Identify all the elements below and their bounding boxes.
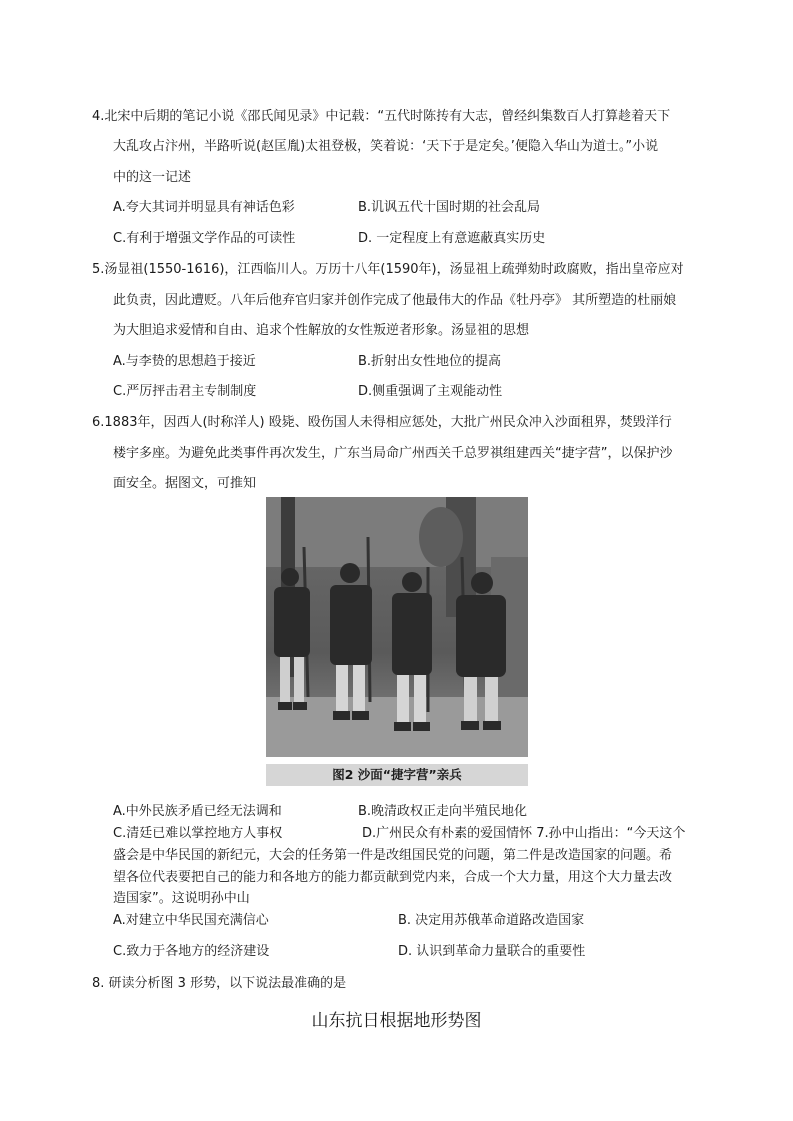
- q6-stem-line-2: 楼宇多座。为避免此类事件再次发生，广东当局命广州西关千总罗祺组建西关“捷字营”，以保护沙: [113, 446, 673, 461]
- q6-option-a: A.中外民族矛盾已经无法调和: [113, 804, 282, 819]
- q5-stem-line-2: 此负责，因此遭贬。八年后他弃官归家并创作完成了他最伟大的作品《牡丹亭》 其所塑造的杜丽娘: [113, 293, 677, 308]
- q5-option-a: A.与李贽的思想趋于接近: [113, 354, 256, 369]
- q4-stem-line-2: 大乱攻占汴州，半路听说(赵匡胤)太祖登极，笑着说：‘天下于是定矣。’便隐入华山为道士。”小说: [113, 139, 659, 154]
- q7-option-b: B. 决定用苏俄革命道路改造国家: [398, 913, 585, 928]
- q7-option-d: D. 认识到革命力量联合的重要性: [398, 944, 586, 959]
- q6-stem-line-1: 6.1883年，因西人(时称洋人) 殴毙、殴伤国人未得相应惩处，大批广州民众冲入沙面租界，焚毁洋行: [92, 415, 672, 430]
- q5-option-d: D.侧重强调了主观能动性: [358, 384, 503, 399]
- q6-option-c: C.清廷已难以掌控地方人事权: [113, 826, 283, 841]
- q7-stem-line-1: 盛会是中华民国的新纪元，大会的任务第一件是改组国民党的问题，第二件是改造国家的问题。希: [113, 848, 673, 863]
- q4-option-b: B.讥讽五代十国时期的社会乱局: [358, 200, 541, 215]
- q4-stem-line-1: 4.北宋中后期的笔记小说《邵氏闻见录》中记载：“五代时陈抟有大志，曾经纠集数百人打算趁着天下: [92, 109, 671, 124]
- q4-option-d: D. 一定程度上有意遮蔽真实历史: [358, 231, 546, 246]
- q6-stem-line-3: 面安全。据图文，可推知: [113, 476, 257, 491]
- q6-option-b: B.晚清政权正走向半殖民地化: [358, 804, 528, 819]
- q5-stem-line-1: 5.汤显祖(1550-1616)，江西临川人。万历十八年(1590年)，汤显祖上疏弹劾时政腐败，指出皇帝应对: [92, 262, 684, 277]
- q7-option-c: C.致力于各地方的经济建设: [113, 944, 270, 959]
- q5-option-c: C.严厉抨击君主专制制度: [113, 384, 257, 399]
- figure-caption: 图2 沙面“捷字营”亲兵: [266, 764, 528, 786]
- q5-option-b: B.折射出女性地位的提高: [358, 354, 502, 369]
- q8-stem: 8. 研读分析图 3 形势，以下说法最准确的是: [92, 976, 347, 991]
- q7-option-a: A.对建立中华民国充满信心: [113, 913, 269, 928]
- q4-option-a: A.夸大其词并明显具有神话色彩: [113, 200, 295, 215]
- soldiers-photo: [266, 497, 528, 757]
- q7-stem-line-3: 造国家”。这说明孙中山: [113, 891, 250, 906]
- q4-stem-line-3: 中的这一记述: [113, 170, 192, 185]
- soldiers-illustration: [266, 497, 528, 757]
- q4-option-c: C.有利于增强文学作品的可读性: [113, 231, 296, 246]
- map-title: 山东抗日根据地形势图: [311, 1011, 482, 1031]
- q6-option-d-with-q7-start: D.广州民众有朴素的爱国情怀 7.孙中山指出：“今天这个: [362, 826, 686, 841]
- q5-stem-line-3: 为大胆追求爱情和自由、追求个性解放的女性叛逆者形象。汤显祖的思想: [113, 323, 530, 338]
- q7-stem-line-2: 望各位代表要把自己的能力和各地方的能力都贡献到党内来，合成一个大力量，用这个大力量去改: [113, 870, 673, 885]
